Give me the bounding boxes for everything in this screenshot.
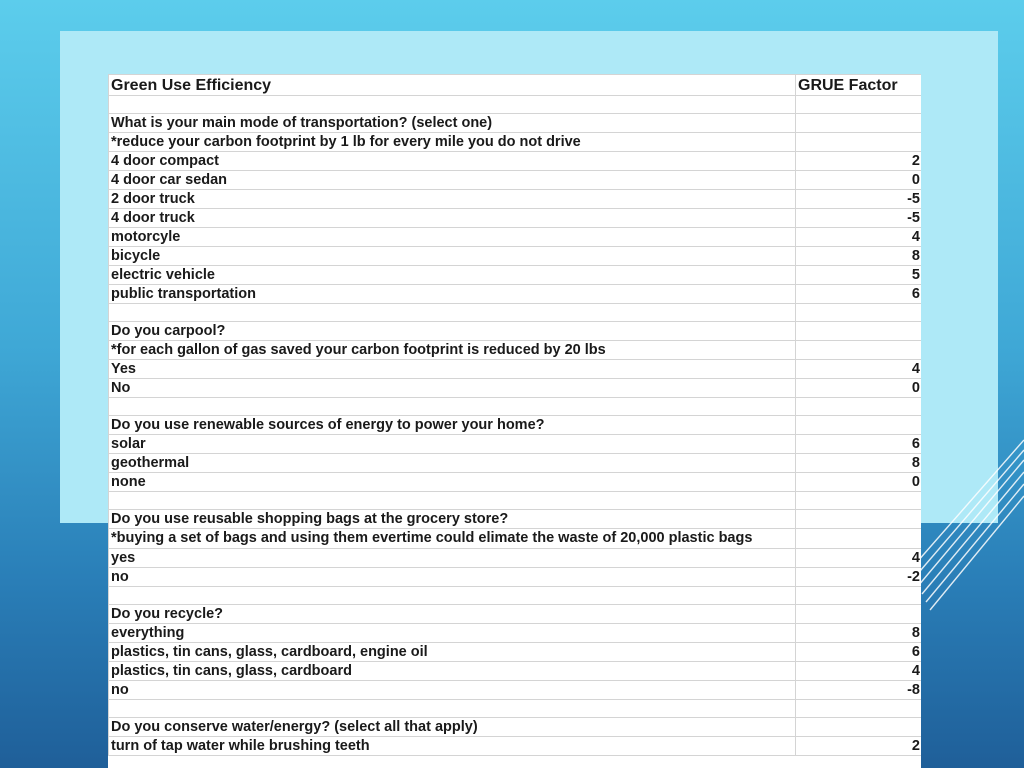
table-row <box>109 681 922 700</box>
header-row <box>109 75 922 96</box>
row-factor: 6 <box>796 435 922 454</box>
row-factor: 4 <box>796 549 922 568</box>
table-row <box>109 718 922 737</box>
row-factor: 0 <box>796 473 922 492</box>
table-row <box>109 454 922 473</box>
row-factor <box>796 510 922 529</box>
table-row <box>109 662 922 681</box>
header-factor: GRUE Factor <box>796 75 922 96</box>
row-factor <box>796 605 922 624</box>
row-label: yes <box>109 549 796 568</box>
table-row <box>109 549 922 568</box>
table-row <box>109 398 922 416</box>
row-label <box>109 398 796 416</box>
row-factor: 6 <box>796 285 922 304</box>
row-label: solar <box>109 435 796 454</box>
row-label: Do you carpool? <box>109 322 796 341</box>
table-row <box>109 435 922 454</box>
row-factor: 8 <box>796 454 922 473</box>
table-row <box>109 492 922 510</box>
table-row <box>109 700 922 718</box>
row-factor <box>796 700 922 718</box>
row-label: No <box>109 379 796 398</box>
row-factor: 4 <box>796 228 922 247</box>
row-factor: 4 <box>796 662 922 681</box>
row-factor: 6 <box>796 643 922 662</box>
row-label: Do you conserve water/energy? (select all that apply) <box>109 718 796 737</box>
table-row <box>109 360 922 379</box>
row-factor <box>796 114 922 133</box>
spreadsheet <box>108 74 921 768</box>
table-row <box>109 529 922 549</box>
row-factor <box>796 341 922 360</box>
row-factor <box>796 398 922 416</box>
table-row <box>109 96 922 114</box>
row-factor: 4 <box>796 360 922 379</box>
row-label: 4 door compact <box>109 152 796 171</box>
table-row <box>109 605 922 624</box>
row-factor <box>796 133 922 152</box>
table-row <box>109 171 922 190</box>
row-factor <box>796 492 922 510</box>
row-label: everything <box>109 624 796 643</box>
row-factor: 2 <box>796 152 922 171</box>
row-label: Yes <box>109 360 796 379</box>
row-factor <box>796 587 922 605</box>
table-row <box>109 209 922 228</box>
row-label: turn of tap water while brushing teeth <box>109 737 796 756</box>
table-row <box>109 114 922 133</box>
table-row <box>109 416 922 435</box>
row-label: public transportation <box>109 285 796 304</box>
row-factor: -5 <box>796 190 922 209</box>
row-label <box>109 492 796 510</box>
row-factor: 2 <box>796 737 922 756</box>
row-label: *reduce your carbon footprint by 1 lb for every mile you do not drive <box>109 133 796 152</box>
table-row <box>109 285 922 304</box>
table-row <box>109 190 922 209</box>
table-row <box>109 737 922 756</box>
row-label: 4 door truck <box>109 209 796 228</box>
row-label: bicycle <box>109 247 796 266</box>
row-label: motorcyle <box>109 228 796 247</box>
row-label <box>109 96 796 114</box>
table-row <box>109 643 922 662</box>
table-row <box>109 587 922 605</box>
row-factor <box>796 304 922 322</box>
row-label: electric vehicle <box>109 266 796 285</box>
header-label: Green Use Efficiency <box>109 75 796 96</box>
row-factor <box>796 96 922 114</box>
row-label <box>109 304 796 322</box>
row-factor <box>796 718 922 737</box>
row-factor <box>796 322 922 341</box>
row-factor: 0 <box>796 379 922 398</box>
row-factor: -5 <box>796 209 922 228</box>
table-row <box>109 379 922 398</box>
row-label: Do you recycle? <box>109 605 796 624</box>
row-label <box>109 700 796 718</box>
row-label: *for each gallon of gas saved your carbon footprint is reduced by 20 lbs <box>109 341 796 360</box>
row-label: Do you use reusable shopping bags at the grocery store? <box>109 510 796 529</box>
row-label: geothermal <box>109 454 796 473</box>
table-row <box>109 568 922 587</box>
row-label: What is your main mode of transportation? (select one) <box>109 114 796 133</box>
table-row <box>109 152 922 171</box>
table-row <box>109 341 922 360</box>
row-label: 4 door car sedan <box>109 171 796 190</box>
table-row <box>109 473 922 492</box>
row-label: Do you use renewable sources of energy to power your home? <box>109 416 796 435</box>
table-row <box>109 133 922 152</box>
row-label <box>109 587 796 605</box>
row-label: plastics, tin cans, glass, cardboard, engine oil <box>109 643 796 662</box>
table-row <box>109 322 922 341</box>
table-row <box>109 266 922 285</box>
row-label: no <box>109 568 796 587</box>
row-label: plastics, tin cans, glass, cardboard <box>109 662 796 681</box>
row-factor <box>796 416 922 435</box>
row-factor: 8 <box>796 247 922 266</box>
row-factor: 0 <box>796 171 922 190</box>
row-factor: 5 <box>796 266 922 285</box>
row-factor: -8 <box>796 681 922 700</box>
row-label: *buying a set of bags and using them evertime could elimate the waste of 20,000 plastic bags <box>109 529 796 549</box>
row-label: no <box>109 681 796 700</box>
row-factor <box>796 529 922 549</box>
row-factor: -2 <box>796 568 922 587</box>
table-row <box>109 624 922 643</box>
grue-table <box>108 74 921 756</box>
table-row <box>109 304 922 322</box>
row-label: 2 door truck <box>109 190 796 209</box>
table-row <box>109 510 922 529</box>
table-row <box>109 228 922 247</box>
row-factor: 8 <box>796 624 922 643</box>
row-label: none <box>109 473 796 492</box>
table-row <box>109 247 922 266</box>
